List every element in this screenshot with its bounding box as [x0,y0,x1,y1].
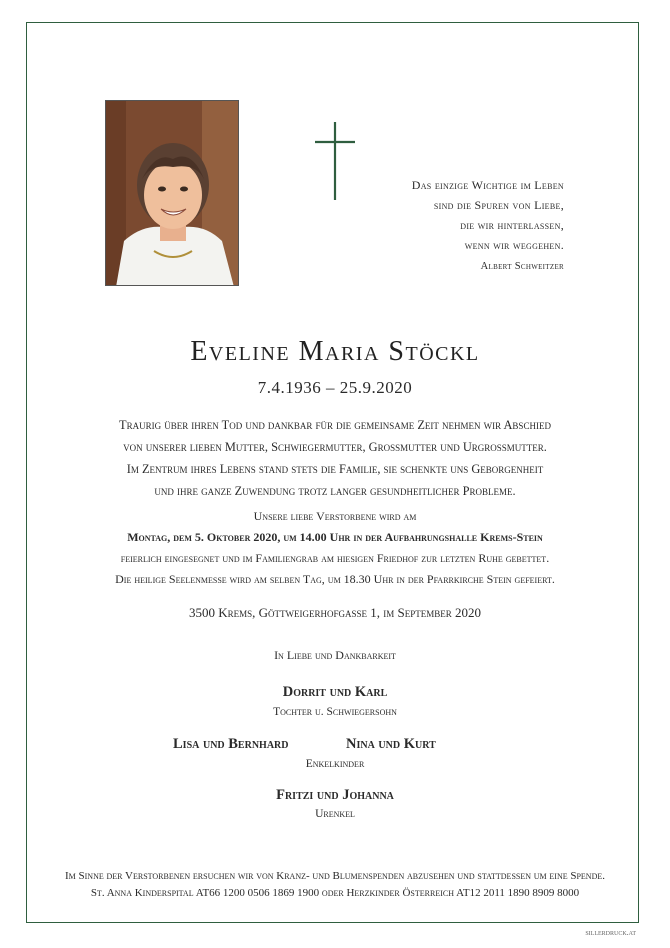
quote-block [380,175,564,277]
portrait-photo [105,100,239,286]
footer-line: St. Anna Kinderspital AT66 1200 0506 1869 1900 oder Herzkinder Österreich AT12 2011 1890 8909 8000 [90,887,580,899]
quote-line: wenn wir weggehen. [464,238,564,252]
cross-icon [313,120,357,202]
family-great-grandchildren: Fritzi und Johanna [276,787,394,803]
announcement-line: Unsere liebe Verstorbene wird am [253,509,417,523]
paragraph-line: von unserer lieben Mutter, Schwiegermutter, Grossmutter und Urgrossmutter. [123,440,547,454]
paragraph-line: Im Zentrum ihres Lebens stand stets die Familie, sie schenkte uns Geborgenheit [126,462,544,476]
family-grandchild-2: Nina und Kurt [346,736,436,752]
memorial-paragraph [40,414,630,502]
announcement-line: Die heilige Seelenmesse wird am selben Tag, um 18.30 Uhr in der Pfarrkirche Stein gefeiert. [115,572,555,586]
life-dates: 7.4.1936 – 25.9.2020 [257,378,413,397]
paragraph-line: Traurig über ihren Tod und dankbar für die gemeinsame Zeit nehmen wir Abschied [119,418,551,432]
closing-phrase: In Liebe und Dankbarkeit [274,648,396,662]
quote-line: Das einzige Wichtige im Leben [411,178,564,192]
announcement-line: feierlich eingesegnet und im Familiengrab am hiesigen Friedhof zur letzten Ruhe gebettet. [120,551,550,565]
relation-great-grandchildren: Urenkel [315,808,355,820]
relation-grandchildren: Enkelkinder [305,758,365,770]
quote-line: die wir hinterlassen, [460,218,564,232]
footer-line: Im Sinne der Verstorbenen ersuchen wir von Kranz- und Blumenspenden abzusehen und stattdessen um eine Spende. [64,870,606,882]
place-date: 3500 Krems, Göttweigerhofgasse 1, im September 2020 [188,605,481,620]
donation-footer [40,868,630,902]
deceased-name: Eveline Maria Stöckl [190,336,480,367]
paragraph-line: und ihre ganze Zuwendung trotz langer gesundheitlicher Probleme. [154,484,516,498]
quote-author: Albert Schweitzer [480,261,564,272]
family-daughter: Dorrit und Karl [282,684,388,700]
family-grandchild-1: Lisa und Bernhard [173,736,289,752]
printer-credit: sillerdruck.at [585,928,636,937]
relation-daughter: Tochter u. Schwiegersohn [273,706,397,718]
quote-line: sind die Spuren von Liebe, [433,198,564,212]
funeral-announcement [40,506,630,590]
announcement-date-line: Montag, dem 5. Oktober 2020, um 14.00 Uhr in der Aufbahrungshalle Krems-Stein [127,530,543,544]
